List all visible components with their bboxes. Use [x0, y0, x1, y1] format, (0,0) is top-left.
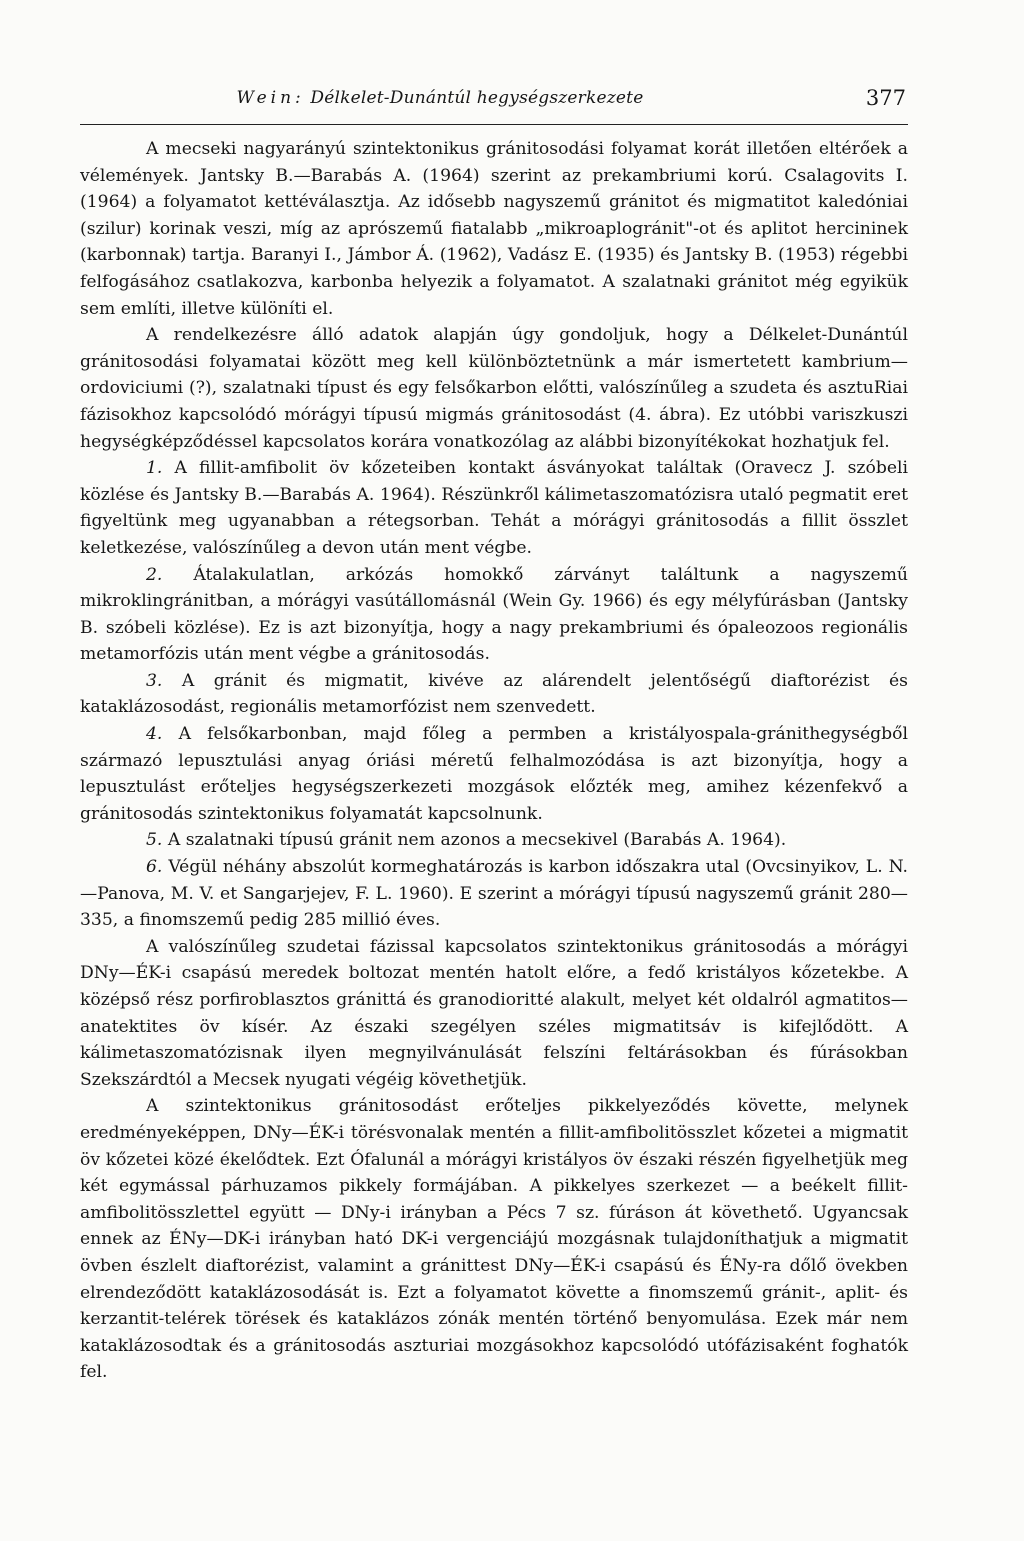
evidence-number: 6. [146, 857, 163, 878]
evidence-text: A gránit és migmatit, kivéve az alárendelt jelentőségű diaftorézist és kataklázosodást, regionális metamorfózist nem szenvedett. [80, 670, 909, 718]
paragraph-granitization: A valószínűleg szudetai fázissal kapcsolatos szintektonikus gránitosodás a mórágyi DNy—ÉK-i csapású meredek boltozat mentén hatolt előre, a fedő kristályos kőzetekbe. A középső rész porfiroblasztos gránittá és granodioritté alakult, melyet két oldalról agmatitos—anatektites öv kísér. Az északi szegélyen széles migmatitsáv is kifejlődött. A kálimetaszomatózisnak ilyen megnyilvánulását felszíni feltárásokban és fúrásokban Szekszárdtól a Mecsek nyugati végéig követhetjük. [80, 936, 908, 1090]
evidence-item-6 [80, 854, 908, 934]
article-body [80, 136, 908, 1386]
evidence-number: 3. [146, 670, 163, 691]
running-head-title: Délkelet-Dunántúl hegységszerkezete [310, 88, 644, 108]
paragraph-thesis: A rendelkezésre álló adatok alapján úgy gondoljuk, hogy a Délkelet-Dunántúl gránitosodási folyamatai között meg kell különböztetnünk a már ismertetett kambrium—ordoviciumi (?), szalatnaki típust és egy felsőkarbon előtti, valószínűleg a szudeta és asztuRiai fázisokhoz kapcsolódó mórágyi típusú migmás gránitosodást (4. ábra). Ez utóbbi variszkuszi hegységképződéssel kapcsolatos korára vonatkozólag az alábbi bizonyítékokat hozhatjuk fel. [80, 325, 908, 452]
evidence-text: A fillit-amfibolit öv kőzeteiben kontakt ásványokat találtak (Oravecz J. szóbeli közlése és Jantsky B.—Barabás A. 1964). Részünkről kálimetaszomatózisra utaló pegmatit eret figyeltünk meg ugyanabban a rétegsorban. Tehát a mórágyi gránitosodás a fillit összlet keletkezése, valószínűleg a devon után ment végbe. [80, 458, 908, 558]
evidence-item-4 [80, 721, 908, 827]
paragraph-imbrication: A szintektonikus gránitosodást erőteljes pikkelyeződés követte, melynek eredményeképpen, DNy—ÉK-i törésvonalak mentén a fillit-amfibolitösszlet kőzetei a migmatit öv kőzetei közé ékelődtek. Ezt Ófalunál a mórágyi kristályos öv északi részén figyelhetjük meg két egymással párhuzamos pikkely formájában. A pikkelyes szerkezet — a beékelt fillit-amfibolitösszlettel együtt — DNy-i irányban a Pécs 7 sz. fúráson át követhető. Ugyancsak ennek az ÉNy—DK-i irányban ható DK-i vergenciájú mozgásnak tulajdoníthatjuk a migmatit övben észlelt diaftorézist, valamint a gránittest DNy—ÉK-i csapású és ÉNy-ra dőlő övekben elrendeződött kataklázosodását is. Ezt a folyamatot követte a finomszemű gránit-, aplit- és kerzantit-telérek törések és kataklázos zónák mentén történő benyomulása. Ezek már nem kataklázosodtak és a gránitosodás aszturiai mozgásokhoz kapcsolódó utófázisaként foghatók fel. [80, 1096, 908, 1383]
evidence-number: 1. [146, 458, 163, 479]
running-title [80, 88, 800, 108]
evidence-item-1 [80, 455, 908, 561]
page-number: 377 [865, 86, 906, 110]
evidence-number: 4. [146, 724, 163, 745]
running-head [80, 74, 910, 112]
evidence-text: Végül néhány abszolút kormeghatározás is karbon időszakra utal (Ovcsinyikov, L. N.—Panova, M. V. et Sangarjejev, F. L. 1960). E szerint a mórágyi típusú nagyszemű gránit 280—335, a finomszemű pedig 285 millió éves. [80, 857, 908, 931]
evidence-item-3 [80, 668, 908, 721]
paragraph-intro: A mecseki nagyarányú szintektonikus gránitosodási folyamat korát illetően eltérőek a vélemények. Jantsky B.—Barabás A. (1964) szerint az prekambriumi korú. Csalagovits I. (1964) a folyamatot kettéválasztja. Az idősebb nagyszemű gránitot és migmatitot kaledóniai (szilur) korinak veszi, míg az aprószemű fiatalabb „mikroaplogránit"-ot és aplitot hercininek (karbonnak) tartja. Baranyi I., Jámbor Á. (1962), Vadász E. (1935) és Jantsky B. (1953) régebbi felfogásához csatlakozva, karbonba helyezik a folyamatot. A szalatnaki gránitot még egyikük sem említi, illetve különíti el. [80, 139, 908, 319]
evidence-item-2 [80, 562, 908, 668]
evidence-item-5 [80, 827, 908, 854]
running-head-author: Wein: [236, 88, 305, 108]
evidence-text: A felsőkarbonban, majd főleg a permben a kristályospala-gránithegységből származó lepusztulási anyag óriási méretű felhalmozódása is azt bizonyítja, hogy a lepusztulást erőteljes hegységszerkezeti mozgások előzték meg, amihez kézenfekvő a gránitosodás szintektonikus folyamatát kapcsolnunk. [80, 724, 908, 824]
evidence-text: Átalakulatlan, arkózás homokkő zárványt találtunk a nagyszemű mikroklingránitban, a mórágyi vasútállomásnál (Wein Gy. 1966) és egy mélyfúrásban (Jantsky B. szóbeli közlése). Ez is azt bizonyítja, hogy a nagy prekambriumi és ópaleozoos regionális metamorfózis után ment végbe a gránitosodás. [80, 564, 908, 665]
header-rule [80, 124, 908, 125]
evidence-text: A szalatnaki típusú gránit nem azonos a mecsekivel (Barabás A. 1964). [167, 830, 787, 851]
evidence-number: 2. [146, 564, 163, 585]
evidence-number: 5. [146, 830, 163, 851]
